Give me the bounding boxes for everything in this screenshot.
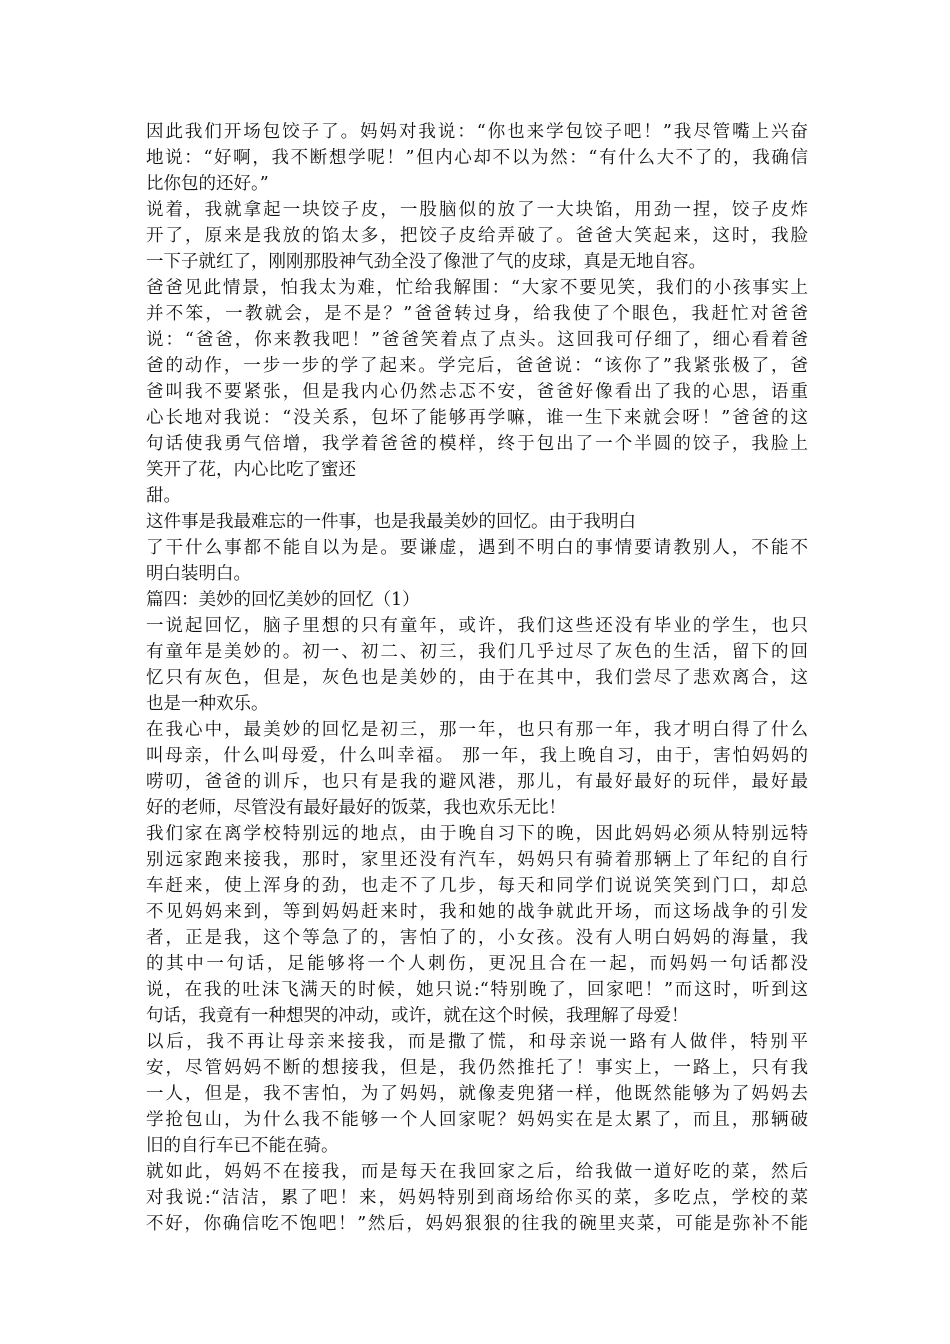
text-line: 学抢包山，为什么我不能够一个人回家呢？妈妈实在是太累了，而且，那辆破 — [146, 1110, 808, 1130]
text-line: 车赶来，使上浑身的劲，也走不了几步，每天和同学们说说笑笑到门口，却总 — [146, 876, 808, 896]
text-line: 说着，我就拿起一块饺子皮，一股脑似的放了一大块馅，用劲一捏，饺子皮炸 — [146, 200, 808, 220]
text-line: 句话使我勇气倍增，我学着爸爸的模样，终于包出了一个半圆的饺子，我脸上 — [146, 434, 808, 454]
text-line: 对我说:“洁洁，累了吧！来，妈妈特别到商场给你买的菜，多吃点，学校的菜 — [146, 1188, 808, 1208]
text-line: 笑开了花，内心比吃了蜜还 — [146, 460, 356, 480]
text-line: 一人，但是，我不害怕，为了妈妈，就像麦兜猪一样，他既然能够为了妈妈去 — [146, 1084, 808, 1104]
text-line: 甜。 — [146, 486, 181, 506]
text-line: 者，正是我，这个等急了的，害怕了的，小女孩。没有人明白妈妈的海量，我 — [146, 928, 808, 948]
text-line: 以后，我不再让母亲来接我，而是撒了慌，和母亲说一路有人做伴，特别平 — [146, 1032, 808, 1052]
text-line: 说，在我的吐沫飞满天的时候，她只说:“特别晚了，回家吧！”而这时，听到这 — [146, 980, 808, 1000]
text-line: 叫母亲，什么叫母爱，什么叫幸福。 那一年，我上晚自习，由于，害怕妈妈的 — [146, 746, 808, 766]
text-line: 不好，你确信吃不饱吧！”然后，妈妈狠狠的往我的碗里夹菜，可能是弥补不能 — [146, 1214, 808, 1234]
text-line: 别远家跑来接我，那时，家里还没有汽车，妈妈只有骑着那辆上了年纪的自行 — [146, 850, 808, 870]
text-line: 的其中一句话，足能够将一个人刺伤，更况且合在一起，而妈妈一句话都没 — [146, 954, 808, 974]
text-line: 明白装明白。 — [146, 564, 251, 584]
text-line: 在我心中，最美妙的回忆是初三，那一年，也只有那一年，我才明白得了什么 — [146, 720, 808, 740]
text-line: 好的老师，尽管没有最好最好的饭菜，我也欢乐无比！ — [146, 798, 566, 818]
text-line: 地说：“好啊，我不断想学呢！”但内心却不以为然：“有什么大不了的，我确信 — [146, 148, 808, 168]
text-line: 忆只有灰色，但是，灰色也是美妙的，由于在其中，我们尝尽了悲欢离合，这 — [146, 668, 808, 688]
text-line: 爸叫我不要紧张，但是我内心仍然忐忑不安，爸爸好像看出了我的心思，语重 — [146, 382, 808, 402]
text-line: 心长地对我说：“没关系，包坏了能够再学嘛，谁一生下来就会呀！”爸爸的这 — [146, 408, 808, 428]
text-line: 一说起回忆，脑子里想的只有童年，或许，我们这些还没有毕业的学生，也只 — [146, 616, 808, 636]
text-line: 了干什么事都不能自以为是。要谦虚，遇到不明白的事情要请教别人，不能不 — [146, 538, 808, 558]
text-line: 篇四：美妙的回忆美妙的回忆（1） — [146, 590, 420, 610]
text-line: 安，尽管妈妈不断的想接我，但是，我仍然推托了！事实上，一路上，只有我 — [146, 1058, 808, 1078]
text-line: 这件事是我最难忘的一件事，也是我最美妙的回忆。由于我明白 — [146, 512, 636, 532]
text-line: 开了，原来是我放的馅太多，把饺子皮给弄破了。爸爸大笑起来，这时，我脸 — [146, 226, 808, 246]
text-line: 就如此，妈妈不在接我，而是每天在我回家之后，给我做一道好吃的菜，然后 — [146, 1162, 808, 1182]
text-line: 不见妈妈来到，等到妈妈赶来时，我和她的战争就此开场，而这场战争的引发 — [146, 902, 808, 922]
text-line: 说：“爸爸，你来教我吧！”爸爸笑着点了点头。这回我可仔细了，细心看着爸 — [146, 330, 808, 350]
text-line: 也是一种欢乐。 — [146, 694, 269, 714]
text-line: 爸的动作，一步一步的学了起来。学完后，爸爸说：“该你了”我紧张极了，爸 — [146, 356, 808, 376]
text-line: 一下子就红了，刚刚那股神气劲全没了像泄了气的皮球，真是无地自容。 — [146, 252, 706, 272]
text-line: 句话，我竟有一种想哭的冲动，或许，就在这个时候，我理解了母爱！ — [146, 1006, 689, 1026]
text-line: 唠叨，爸爸的训斥，也只有是我的避风港，那儿，有最好最好的玩伴，最好最 — [146, 772, 808, 792]
text-line: 并不笨，一教就会，是不是？”爸爸转过身，给我使了个眼色，我赶忙对爸爸 — [146, 304, 808, 324]
text-line: 旧的自行车已不能在骑。 — [146, 1136, 339, 1156]
text-line: 爸爸见此情景，怕我太为难，忙给我解围：“大家不要见笑，我们的小孩事实上 — [146, 278, 808, 298]
text-line: 我们家在离学校特别远的地点，由于晚自习下的晚，因此妈妈必须从特别远特 — [146, 824, 808, 844]
document-body — [146, 119, 808, 1237]
text-line: 有童年是美妙的。初一、初二、初三，我们几乎过尽了灰色的生活，留下的回 — [146, 642, 808, 662]
text-line: 因此我们开场包饺子了。妈妈对我说：“你也来学包饺子吧！”我尽管嘴上兴奋 — [146, 122, 808, 142]
text-line: 比你包的还好。” — [146, 174, 269, 194]
